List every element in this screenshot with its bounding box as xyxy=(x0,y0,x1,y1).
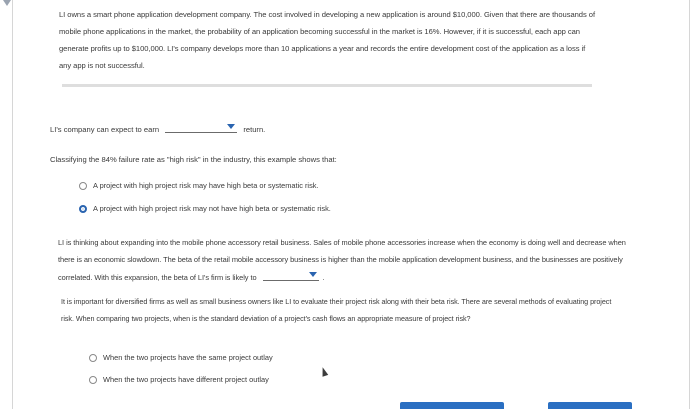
expected-return-suffix: return. xyxy=(243,125,266,134)
submit-button[interactable] xyxy=(400,402,504,409)
expansion-paragraph xyxy=(58,234,628,286)
expansion-text: LI is thinking about expanding into the mobile phone accessory retail business. Sales of mobile phone accessories increase when the economy is doing well and decrease when there is an economic slowdown. The beta of the retail mobile accessory business is higher than the mobile application development business, and the businesses are positively correlated. With this expansion, the beta of LI's firm is likely to xyxy=(58,238,626,282)
radio-button[interactable] xyxy=(89,376,97,384)
beta-change-dropdown[interactable] xyxy=(263,269,319,281)
expected-return-prefix: LI's company can expect to earn xyxy=(50,125,160,134)
option-label: When the two projects have different project outlay xyxy=(103,375,269,384)
radio-button-selected[interactable] xyxy=(79,205,87,213)
question1-option-1[interactable] xyxy=(79,179,319,193)
collapse-arrow-icon[interactable] xyxy=(3,0,11,6)
chevron-down-icon xyxy=(227,124,235,129)
option-label: A project with high project risk may have high beta or systematic risk. xyxy=(93,181,319,190)
option-label: A project with high project risk may not have high beta or systematic risk. xyxy=(93,204,331,213)
section-divider xyxy=(62,84,592,87)
expected-return-dropdown[interactable] xyxy=(165,121,237,133)
chevron-down-icon xyxy=(309,272,317,277)
question2-option-1[interactable] xyxy=(89,351,273,365)
radio-button[interactable] xyxy=(89,354,97,362)
radio-button[interactable] xyxy=(79,182,87,190)
expected-return-sentence xyxy=(50,120,265,138)
option-label: When the two projects have the same project outlay xyxy=(103,353,273,362)
question2-option-2[interactable] xyxy=(89,373,269,387)
next-button[interactable] xyxy=(548,402,632,409)
question1-option-2[interactable] xyxy=(79,202,331,216)
question1-prompt: Classifying the 84% failure rate as "high risk" in the industry, this example shows that: xyxy=(50,155,337,164)
intro-paragraph: LI owns a smart phone application development company. The cost involved in developing a new application is around $10,000. Given that there are thousands of mobile phone applications in the market, the probability of an application becoming successful in the market is 16%. However, if it is successful, each app can generate profits up to $100,000. LI's company develops more than 10 applications a year and records the entire development cost of the application as a loss if any app is not successful. xyxy=(59,10,596,70)
expansion-end-punct: . xyxy=(322,273,325,282)
question2-prompt: It is important for diversified firms as well as small business owners like LI to evaluate their project risk along with their beta risk. There are several methods of evaluating project risk. When comparing two projects, when is the standard deviation of a project's cash flows an appropriate measure of project risk? xyxy=(61,297,612,323)
